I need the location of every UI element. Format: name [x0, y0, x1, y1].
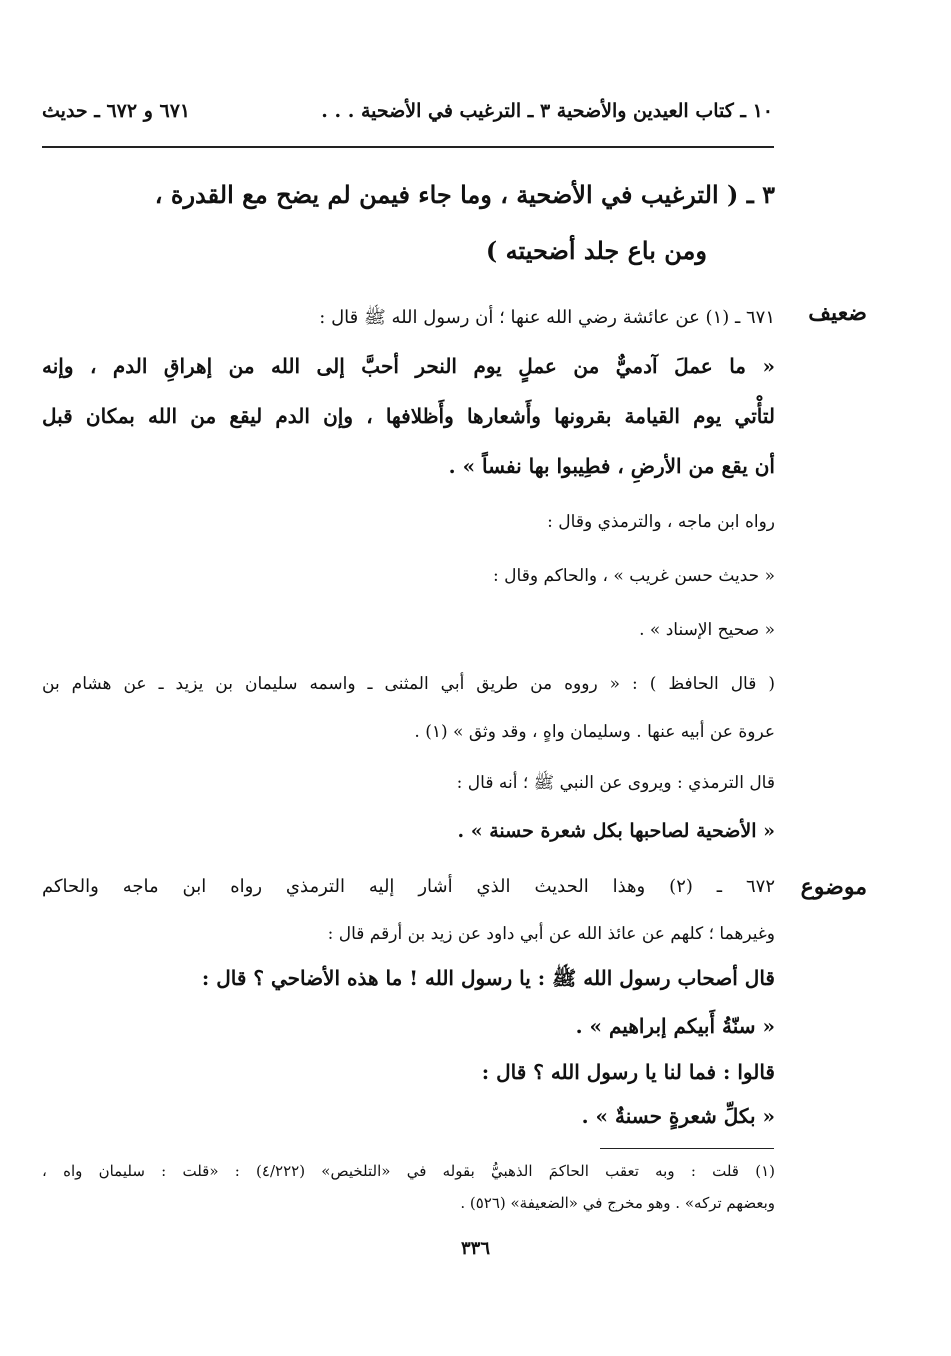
- running-header-title: ١٠ ـ كتاب العيدين والأضحية ٣ ـ الترغيب في الأضحية . . .: [321, 100, 773, 122]
- page-number: ٣٣٦: [460, 1238, 490, 1259]
- hadith-671-narration-3: « صحيح الإسناد » .: [639, 620, 775, 640]
- footnote-line-1: (١) قلت : وبه تعقب الحاكمَ الذهبيُّ بقوله في «التلخيص» (٤/٢٢٢) : «قلت : سليمان واه ،: [42, 1162, 775, 1180]
- running-header-hadith-range: ٦٧١ و ٦٧٢ ـ حديث: [42, 100, 191, 122]
- header-divider: [42, 146, 774, 148]
- hadith-672-text-4: « بكلِّ شعرةٍ حسنةٌ » .: [581, 1104, 775, 1128]
- hadith-671-text-3: أن يقع من الأرضِ ، فطِيبوا بها نفساً » .: [448, 454, 775, 478]
- hadith-672-intro-2: وغيرهما ؛ كلهم عن عائذ الله عن أبي داود عن زيد بن أرقم قال :: [327, 924, 775, 944]
- hadith-671-narration-1: رواه ابن ماجه ، والترمذي وقال :: [547, 512, 775, 532]
- hadith-671-text-1: « ما عملَ آدميٌّ من عملٍ يوم النحر أحبَّ إلى الله من إهراقِ الدم ، وإنه: [42, 354, 775, 378]
- hadith-671-grade: ضعيف: [808, 300, 867, 326]
- hadith-672-text-1: قال أصحاب رسول الله ﷺ : يا رسول الله ! ما هذه الأضاحي ؟ قال :: [201, 966, 775, 990]
- hadith-672-text-3: قالوا : فما لنا يا رسول الله ؟ قال :: [481, 1060, 775, 1084]
- footnote-divider: [600, 1148, 774, 1149]
- hadith-671-narration-2: « حديث حسن غريب » ، والحاكم وقال :: [493, 566, 775, 586]
- footnote-line-2: وبعضهم تركه» . وهو مخرج في «الضعيفة» (٥٢٦) .: [460, 1194, 775, 1212]
- hafiz-comment-line-2: عروة عن أبيه عنها . وسليمان واهٍ ، وقد وثق » (١) .: [414, 722, 775, 742]
- hadith-672-intro-1: ٦٧٢ ـ (٢) وهذا الحديث الذي أشار إليه الترمذي رواه ابن ماجه والحاكم: [42, 876, 775, 897]
- hadith-672-text-2: « سنّةُ أَبيكم إبراهيم » .: [575, 1014, 775, 1038]
- hadith-672-grade: موضوع: [800, 874, 867, 900]
- tirmidhi-quote: « الأضحية لصاحبها بكل شعرة حسنة » .: [457, 820, 775, 842]
- tirmidhi-note: قال الترمذي : ويروى عن النبي ﷺ ؛ أنه قال :: [456, 773, 775, 793]
- hadith-671-intro: ٦٧١ ـ (١) عن عائشة رضي الله عنها ؛ أن رسول الله ﷺ قال :: [319, 307, 775, 328]
- chapter-title-line-1: ٣ ـ ( الترغيب في الأضحية ، وما جاء فيمن لم يضح مع القدرة ،: [154, 180, 775, 209]
- hafiz-comment-line-1: ( قال الحافظ ) : « رووه من طريق أبي المثنى ـ واسمه سليمان بن يزيد ـ عن هشام بن: [42, 674, 775, 694]
- hadith-671-text-2: لتأْتي يوم القيامة بقرونها وأَشعارها وأَظلافها ، وإن الدم ليقع من الله بمكان قبل: [42, 404, 775, 428]
- chapter-title-line-2: ومن باع جلد أضحيته ): [485, 236, 707, 265]
